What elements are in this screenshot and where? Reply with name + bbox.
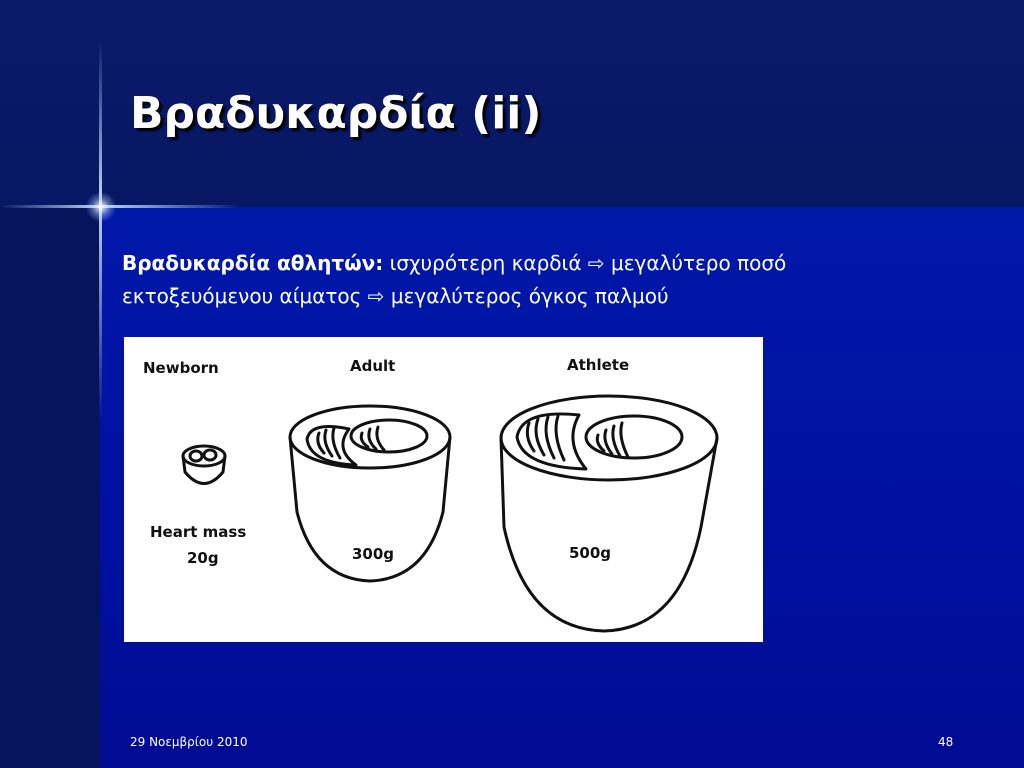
light-flare-vertical — [99, 40, 102, 420]
page-number: 48 — [938, 735, 954, 749]
right-arrow-icon: ⇨ — [587, 251, 605, 275]
adult-mass-value: 300g — [352, 545, 395, 563]
left-margin-band — [0, 207, 100, 768]
newborn-heart-icon — [183, 446, 225, 484]
newborn-label: Newborn — [143, 359, 219, 377]
newborn-mass-value: 20g — [187, 549, 219, 567]
body-text-1: ισχυρότερη καρδιά — [389, 251, 582, 275]
body-paragraph — [122, 247, 922, 313]
heart-size-figure — [124, 337, 763, 642]
heart-drawing — [124, 337, 763, 642]
slide-title: Βραδυκαρδία (ii) — [130, 88, 542, 139]
right-arrow-icon: ⇨ — [367, 284, 385, 308]
heart-mass-label: Heart mass — [150, 523, 247, 541]
athlete-mass-value: 500g — [569, 544, 612, 562]
body-text-2: μεγαλύτερο ποσό — [610, 251, 787, 275]
adult-label: Adult — [350, 357, 396, 375]
athlete-label: Athlete — [567, 356, 630, 374]
light-flare-core — [86, 192, 116, 222]
body-text-3: εκτοξευόμενου αίματος — [122, 284, 362, 308]
footer-date: 29 Νοεμβρίου 2010 — [130, 735, 248, 749]
body-bold-lead: Βραδυκαρδία αθλητών: — [122, 251, 384, 275]
light-flare-horizontal — [0, 205, 240, 208]
body-text-4: μεγαλύτερος όγκος παλμού — [390, 284, 669, 308]
athlete-heart-icon — [501, 396, 717, 631]
